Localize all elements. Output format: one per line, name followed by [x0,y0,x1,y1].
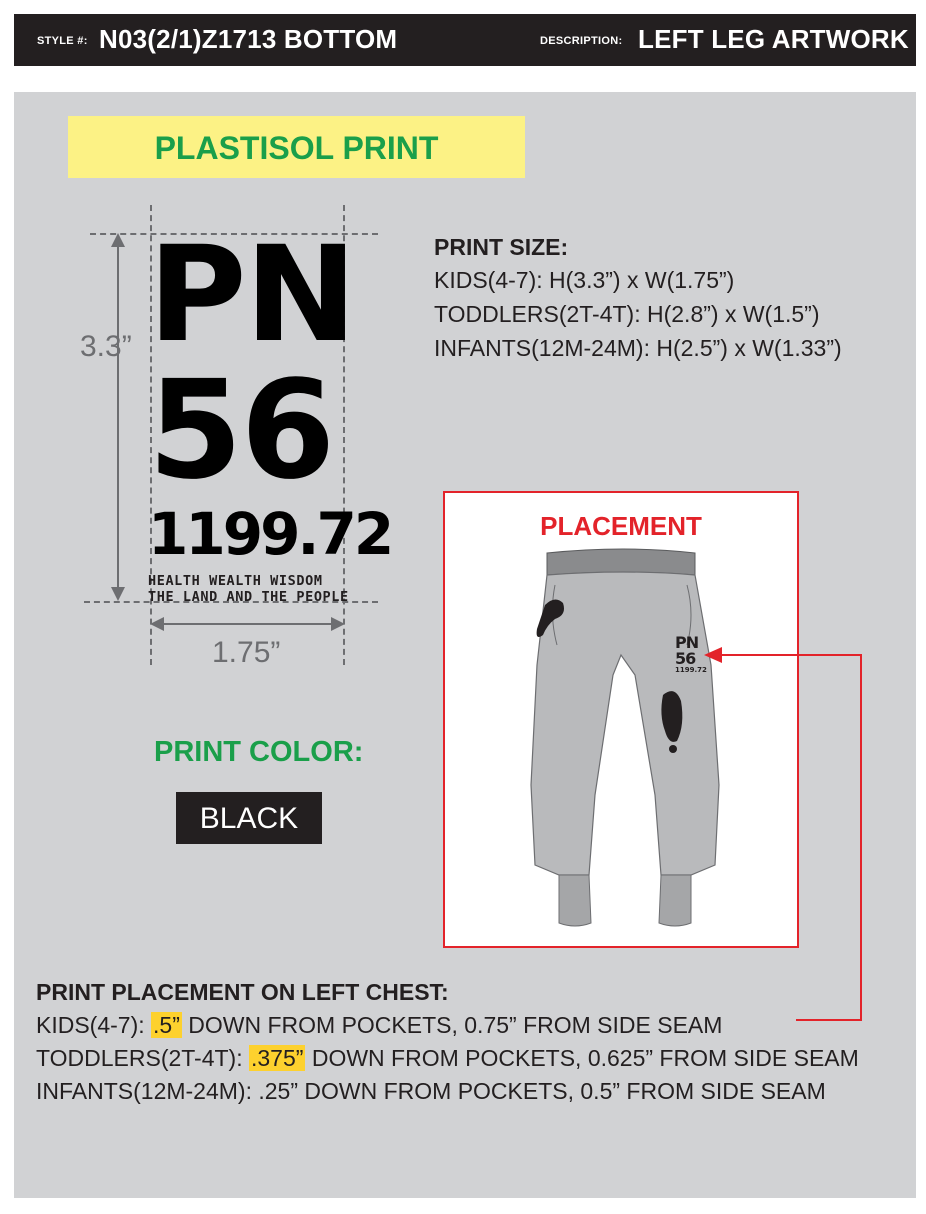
kids-label: KIDS(4-7): [36,1012,145,1038]
print-size-title: PRINT SIZE: [434,234,569,260]
placement-box [443,491,799,948]
height-dimension-label: 3.3” [80,330,132,363]
description-value: LEFT LEG ARTWORK [638,24,909,54]
print-color-value: BLACK [199,802,299,835]
print-size-kids: KIDS(4-7): H(3.3”) x W(1.75”) [434,267,735,293]
width-dimension-arrow [150,614,345,634]
connector-line-top [720,654,862,656]
print-size-toddlers: TODDLERS(2T-4T): H(2.8”) x W(1.5”) [434,301,820,327]
header-bar [14,14,916,66]
print-size-infants: INFANTS(12M-24M): H(2.5”) x W(1.33”) [434,335,842,361]
kids-rest: DOWN FROM POCKETS, 0.75” FROM SIDE SEAM [188,1012,723,1038]
placement-notes-toddlers [36,1045,859,1072]
placement-notes-kids [36,1012,722,1039]
mini-art-56: 56 [675,649,696,668]
toddlers-label: TODDLERS(2T-4T): [36,1045,243,1071]
style-number: N03(2/1)Z1713 BOTTOM [99,24,398,54]
placement-mini-art [675,635,707,674]
print-color-swatch [176,792,322,844]
artwork-tagline-2: THE LAND AND THE PEOPLE [148,589,349,605]
description-label: DESCRIPTION: [540,35,623,47]
artwork-tagline-1: HEALTH WEALTH WISDOM [148,573,323,589]
print-color-title: PRINT COLOR: [154,736,364,768]
print-type-label: PLASTISOL PRINT [154,130,439,166]
height-dimension-arrow [108,233,128,603]
width-dimension-label: 1.75” [212,636,281,669]
artwork-pn: PN [148,218,356,372]
toddlers-rest: DOWN FROM POCKETS, 0.625” FROM SIDE SEAM [311,1045,859,1071]
artwork-56: 56 [148,352,334,510]
mini-art-number: 1199.72 [675,666,707,674]
placement-title: PLACEMENT [540,511,702,541]
placement-notes-title: PRINT PLACEMENT ON LEFT CHEST: [36,979,449,1005]
artwork-number: 1199.72 [148,500,392,568]
kids-highlight: .5” [153,1012,180,1038]
placement-notes-infants: INFANTS(12M-24M): .25” DOWN FROM POCKETS, 0.5” FROM SIDE SEAM [36,1078,826,1104]
style-label: STYLE #: [37,35,88,47]
print-type-banner [68,116,525,178]
mini-art-pn: PN [675,633,699,652]
connector-line-vertical [860,654,862,1021]
pants-illustration [515,545,735,945]
connector-arrowhead [704,646,724,664]
toddlers-highlight: .375” [251,1045,304,1071]
connector-line-bottom [796,1019,862,1021]
